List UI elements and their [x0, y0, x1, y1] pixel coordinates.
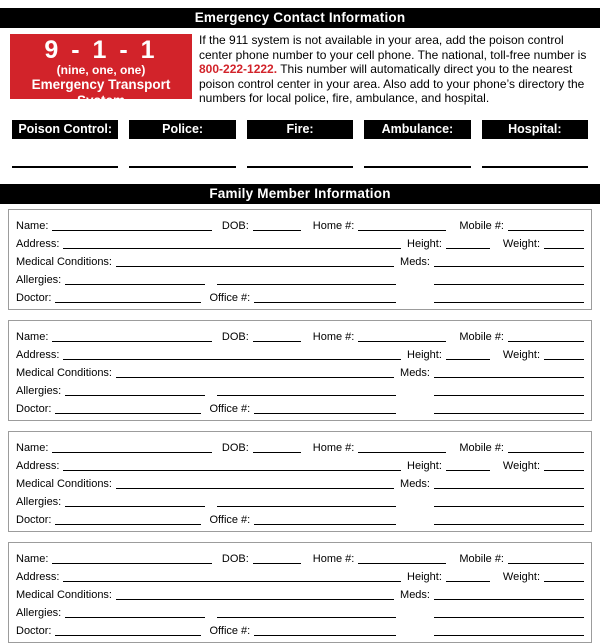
poison-control-label: Poison Control:	[12, 120, 118, 139]
meds-extra-field-2[interactable]	[434, 411, 584, 414]
dob-field[interactable]	[253, 339, 301, 342]
name-label: Name:	[16, 219, 49, 232]
office-phone-label: Office #:	[209, 402, 251, 415]
meds-field[interactable]	[434, 375, 584, 378]
address-field[interactable]	[63, 357, 401, 360]
dob-label: DOB:	[221, 552, 249, 565]
office-phone-field[interactable]	[254, 522, 396, 525]
height-label: Height:	[407, 348, 442, 361]
name-row	[16, 326, 584, 344]
medical-row	[16, 362, 584, 380]
home-phone-field[interactable]	[358, 561, 446, 564]
weight-field[interactable]	[544, 468, 584, 471]
allergies-label: Allergies:	[16, 606, 62, 619]
section-header-emergency	[0, 8, 600, 28]
weight-field[interactable]	[544, 579, 584, 582]
address-label: Address:	[16, 237, 60, 250]
name-field[interactable]	[52, 561, 211, 564]
911-subtitle: (nine, one, one)	[56, 63, 146, 77]
mobile-phone-label: Mobile #:	[459, 441, 504, 454]
family-member-block	[8, 542, 592, 643]
home-phone-label: Home #:	[312, 441, 355, 454]
medical-conditions-label: Medical Conditions:	[16, 588, 112, 601]
meds-extra-field-1[interactable]	[434, 615, 584, 618]
911-badge	[10, 34, 192, 108]
meds-extra-field-1[interactable]	[434, 504, 584, 507]
height-label: Height:	[407, 459, 442, 472]
home-phone-label: Home #:	[312, 219, 355, 232]
meds-extra-field-2[interactable]	[434, 522, 584, 525]
name-label: Name:	[16, 330, 49, 343]
weight-field[interactable]	[544, 246, 584, 249]
medical-conditions-field[interactable]	[116, 264, 394, 267]
office-phone-field[interactable]	[254, 411, 396, 414]
intro-text-after: This number will automatically direct you to the nearest poison control center in your area. Also add to your phone’s directory the numbers for local police, fire, ambulance, and hospital.	[199, 62, 585, 106]
doctor-field[interactable]	[55, 633, 201, 636]
doctor-row	[16, 398, 584, 416]
hospital-field[interactable]	[482, 166, 588, 168]
police-field[interactable]	[129, 166, 235, 168]
allergies-label: Allergies:	[16, 384, 62, 397]
allergies-label: Allergies:	[16, 273, 62, 286]
emergency-section-title: Emergency Contact Information	[194, 10, 406, 25]
name-row	[16, 215, 584, 233]
intro-text-before: If the 911 system is not available in your area, add the poison control center phone number to your cell phone. The national, toll-free number is	[199, 33, 587, 62]
height-field[interactable]	[446, 246, 490, 249]
mobile-phone-field[interactable]	[508, 561, 584, 564]
name-field[interactable]	[52, 228, 211, 231]
allergies-row	[16, 380, 584, 398]
ambulance-field[interactable]	[364, 166, 470, 168]
name-label: Name:	[16, 552, 49, 565]
dob-field[interactable]	[253, 228, 301, 231]
allergies-extra-field[interactable]	[217, 504, 396, 507]
family-section-title: Family Member Information	[209, 185, 391, 201]
ambulance-label: Ambulance:	[364, 120, 470, 139]
name-label: Name:	[16, 441, 49, 454]
weight-field[interactable]	[544, 357, 584, 360]
address-row	[16, 233, 584, 251]
office-phone-label: Office #:	[209, 624, 251, 637]
meds-extra-field-1[interactable]	[434, 282, 584, 285]
allergies-row	[16, 491, 584, 509]
meds-label: Meds:	[400, 255, 430, 268]
name-row	[16, 437, 584, 455]
name-row	[16, 548, 584, 566]
meds-extra-field-1[interactable]	[434, 393, 584, 396]
mobile-phone-field[interactable]	[508, 228, 584, 231]
doctor-row	[16, 509, 584, 527]
mobile-phone-field[interactable]	[508, 339, 584, 342]
medical-conditions-label: Medical Conditions:	[16, 477, 112, 490]
weight-label: Weight:	[502, 237, 540, 250]
doctor-field[interactable]	[55, 411, 201, 414]
allergies-extra-field[interactable]	[217, 393, 396, 396]
medical-conditions-field[interactable]	[116, 486, 394, 489]
family-member-block	[8, 209, 592, 310]
family-blocks-container	[8, 209, 592, 643]
office-phone-label: Office #:	[209, 513, 251, 526]
allergies-extra-field[interactable]	[217, 615, 396, 618]
medical-row	[16, 473, 584, 491]
meds-label: Meds:	[400, 366, 430, 379]
address-row	[16, 566, 584, 584]
address-field[interactable]	[63, 579, 401, 582]
home-phone-label: Home #:	[312, 552, 355, 565]
doctor-label: Doctor:	[16, 513, 52, 526]
mobile-phone-label: Mobile #:	[459, 330, 504, 343]
address-row	[16, 344, 584, 362]
hospital-label: Hospital:	[482, 120, 588, 139]
medical-conditions-label: Medical Conditions:	[16, 366, 112, 379]
intro-paragraph	[199, 33, 596, 106]
doctor-label: Doctor:	[16, 291, 52, 304]
home-phone-label: Home #:	[312, 330, 355, 343]
doctor-row	[16, 620, 584, 638]
office-phone-field[interactable]	[254, 300, 396, 303]
dob-label: DOB:	[221, 330, 249, 343]
911-caption: Emergency Transport System	[31, 77, 171, 108]
allergies-row	[16, 269, 584, 287]
family-member-block	[8, 431, 592, 532]
dob-field[interactable]	[253, 561, 301, 564]
mobile-phone-label: Mobile #:	[459, 552, 504, 565]
medical-row	[16, 251, 584, 269]
home-phone-field[interactable]	[358, 339, 446, 342]
name-field[interactable]	[52, 339, 211, 342]
address-label: Address:	[16, 348, 60, 361]
section-header-family	[0, 184, 600, 204]
meds-field[interactable]	[434, 264, 584, 267]
home-phone-field[interactable]	[358, 228, 446, 231]
office-phone-label: Office #:	[209, 291, 251, 304]
emergency-form-page	[0, 8, 600, 637]
address-row	[16, 455, 584, 473]
meds-field[interactable]	[434, 597, 584, 600]
emergency-contact-labels-row	[12, 120, 588, 139]
family-member-block	[8, 320, 592, 421]
emergency-contact-fields-row	[12, 166, 588, 168]
meds-extra-field-2[interactable]	[434, 633, 584, 636]
home-phone-field[interactable]	[358, 450, 446, 453]
police-label: Police:	[129, 120, 235, 139]
poison-control-field[interactable]	[12, 166, 118, 168]
fire-label: Fire:	[247, 120, 353, 139]
office-phone-field[interactable]	[254, 633, 396, 636]
allergies-label: Allergies:	[16, 495, 62, 508]
doctor-label: Doctor:	[16, 624, 52, 637]
meds-label: Meds:	[400, 588, 430, 601]
address-field[interactable]	[63, 468, 401, 471]
height-label: Height:	[407, 570, 442, 583]
meds-label: Meds:	[400, 477, 430, 490]
dob-field[interactable]	[253, 450, 301, 453]
height-label: Height:	[407, 237, 442, 250]
doctor-label: Doctor:	[16, 402, 52, 415]
medical-conditions-field[interactable]	[116, 375, 394, 378]
address-label: Address:	[16, 570, 60, 583]
address-field[interactable]	[63, 246, 401, 249]
height-field[interactable]	[446, 579, 490, 582]
dob-label: DOB:	[221, 441, 249, 454]
doctor-field[interactable]	[55, 300, 201, 303]
allergies-field[interactable]	[65, 504, 205, 507]
name-field[interactable]	[52, 450, 211, 453]
911-number: 9 - 1 - 1	[44, 36, 158, 64]
meds-field[interactable]	[434, 486, 584, 489]
medical-conditions-field[interactable]	[116, 597, 394, 600]
mobile-phone-label: Mobile #:	[459, 219, 504, 232]
allergies-row	[16, 602, 584, 620]
allergies-field[interactable]	[65, 393, 205, 396]
meds-extra-field-2[interactable]	[434, 300, 584, 303]
address-label: Address:	[16, 459, 60, 472]
weight-label: Weight:	[502, 570, 540, 583]
medical-row	[16, 584, 584, 602]
allergies-extra-field[interactable]	[217, 282, 396, 285]
allergies-field[interactable]	[65, 615, 205, 618]
mobile-phone-field[interactable]	[508, 450, 584, 453]
weight-label: Weight:	[502, 459, 540, 472]
allergies-field[interactable]	[65, 282, 205, 285]
weight-label: Weight:	[502, 348, 540, 361]
doctor-field[interactable]	[55, 522, 201, 525]
intro-section	[10, 33, 596, 106]
poison-control-phone-number: 800-222-1222.	[199, 62, 278, 77]
dob-label: DOB:	[221, 219, 249, 232]
height-field[interactable]	[446, 357, 490, 360]
medical-conditions-label: Medical Conditions:	[16, 255, 112, 268]
doctor-row	[16, 287, 584, 305]
fire-field[interactable]	[247, 166, 353, 168]
height-field[interactable]	[446, 468, 490, 471]
